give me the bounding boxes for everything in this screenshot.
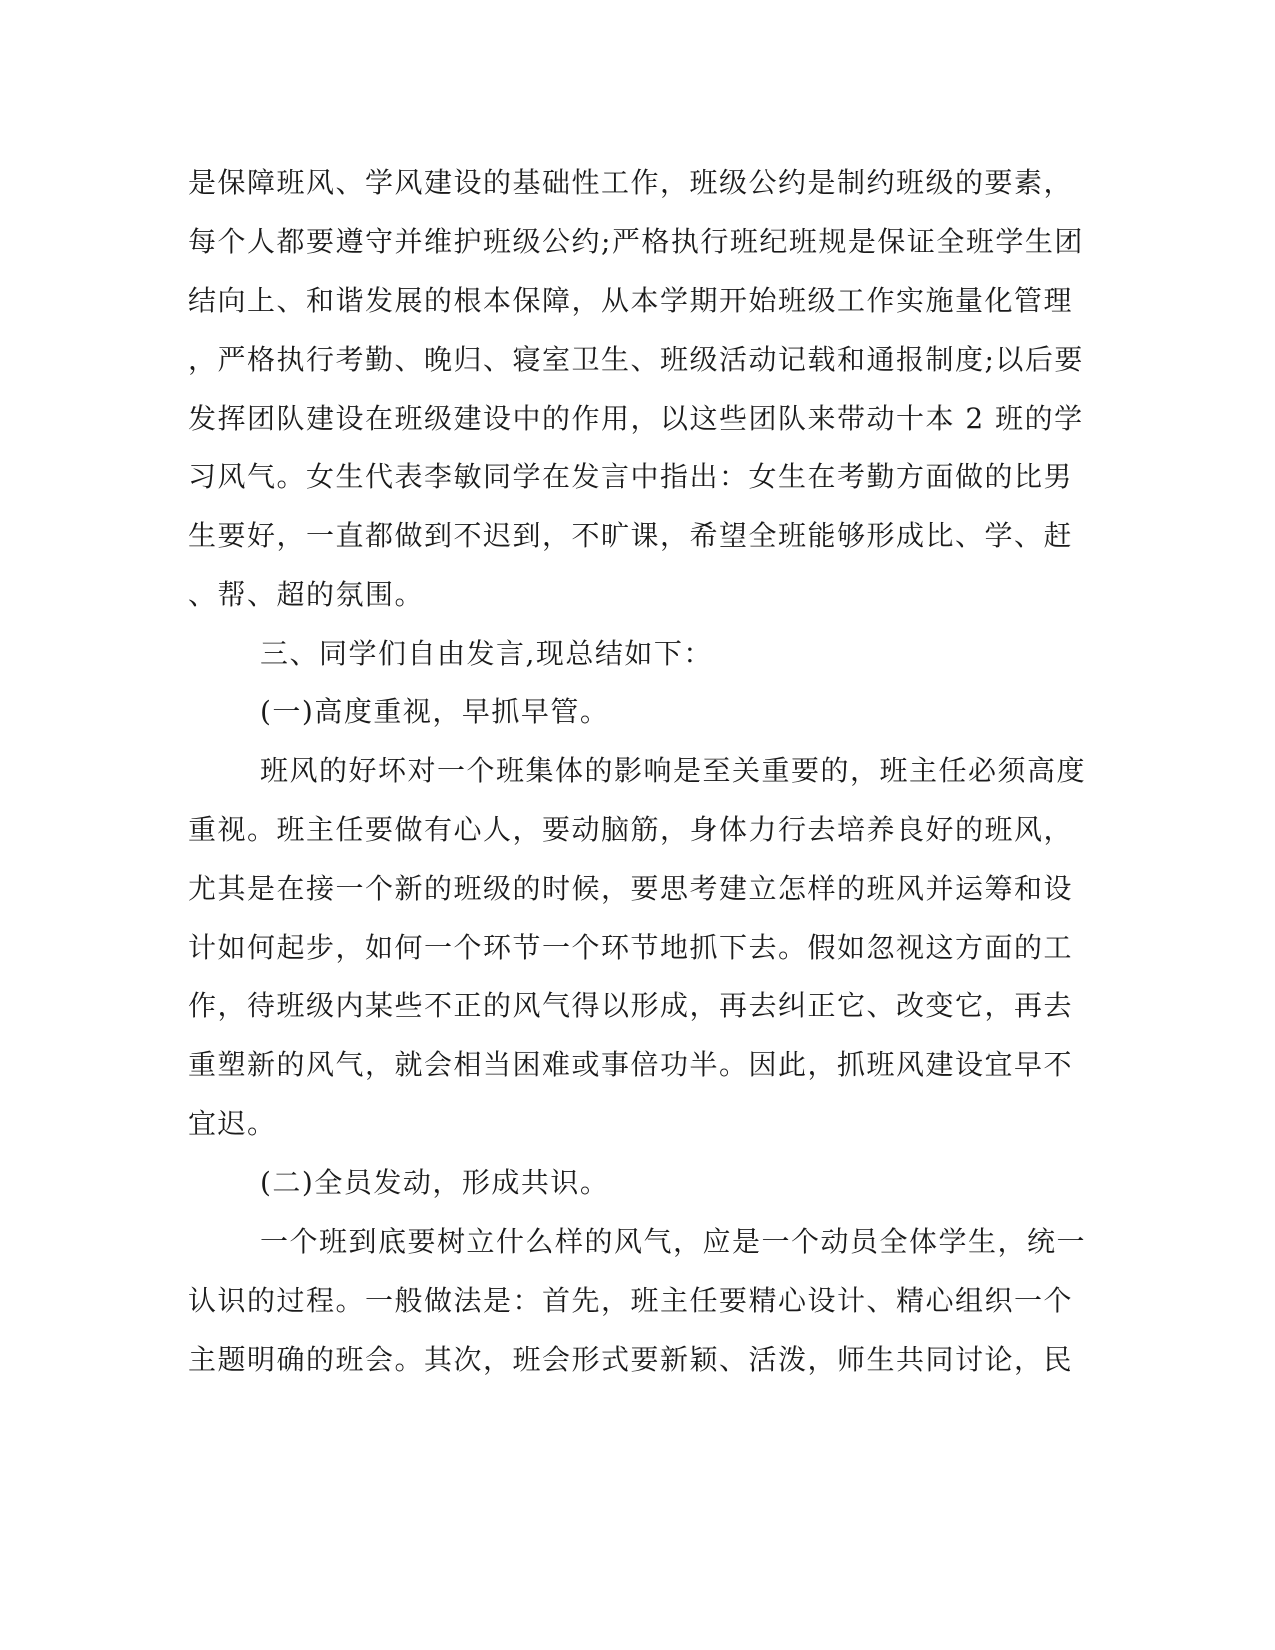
text-line: 生要好，一直都做到不迟到，不旷课，希望全班能够形成比、学、赶: [188, 519, 1074, 552]
text-line: 主题明确的班会。其次，班会形式要新颖、活泼，师生共同讨论，民: [188, 1343, 1074, 1376]
text-line: ，严格执行考勤、晚归、寝室卫生、班级活动记载和通报制度;以后要: [188, 343, 1084, 376]
text-line: 是保障班风、学风建设的基础性工作，班级公约是制约班级的要素，: [188, 166, 1074, 199]
text-line: 宜迟。: [188, 1107, 277, 1140]
text-line: 习风气。女生代表李敏同学在发言中指出：女生在考勤方面做的比男: [188, 460, 1074, 493]
text-line: 一个班到底要树立什么样的风气，应是一个动员全体学生，统一: [260, 1225, 1087, 1258]
text-line: 作，待班级内某些不正的风气得以形成，再去纠正它、改变它，再去: [188, 989, 1074, 1022]
text-line: 班风的好坏对一个班集体的影响是至关重要的，班主任必须高度: [260, 754, 1087, 787]
text-line: 认识的过程。一般做法是：首先，班主任要精心设计、精心组织一个: [188, 1284, 1074, 1317]
text-line: 、帮、超的氛围。: [188, 578, 425, 611]
text-line: 重视。班主任要做有心人，要动脑筋，身体力行去培养良好的班风，: [188, 813, 1074, 846]
text-line: 每个人都要遵守并维护班级公约;严格执行班纪班规是保证全班学生团: [188, 225, 1084, 258]
subsection-heading: (二)全员发动，形成共识。: [260, 1166, 610, 1199]
text-line: 尤其是在接一个新的班级的时候，要思考建立怎样的班风并运筹和设: [188, 872, 1074, 905]
subsection-heading: (一)高度重视，早抓早管。: [260, 695, 610, 728]
text-line: 重塑新的风气，就会相当困难或事倍功半。因此，抓班风建设宜早不: [188, 1048, 1074, 1081]
text-line: 发挥团队建设在班级建设中的作用，以这些团队来带动十本 2 班的学: [188, 402, 1084, 435]
section-heading: 三、同学们自由发言,现总结如下：: [260, 637, 713, 670]
text-line: 计如何起步，如何一个环节一个环节地抓下去。假如忽视这方面的工: [188, 931, 1074, 964]
text-line: 结向上、和谐发展的根本保障，从本学期开始班级工作实施量化管理: [188, 284, 1074, 317]
